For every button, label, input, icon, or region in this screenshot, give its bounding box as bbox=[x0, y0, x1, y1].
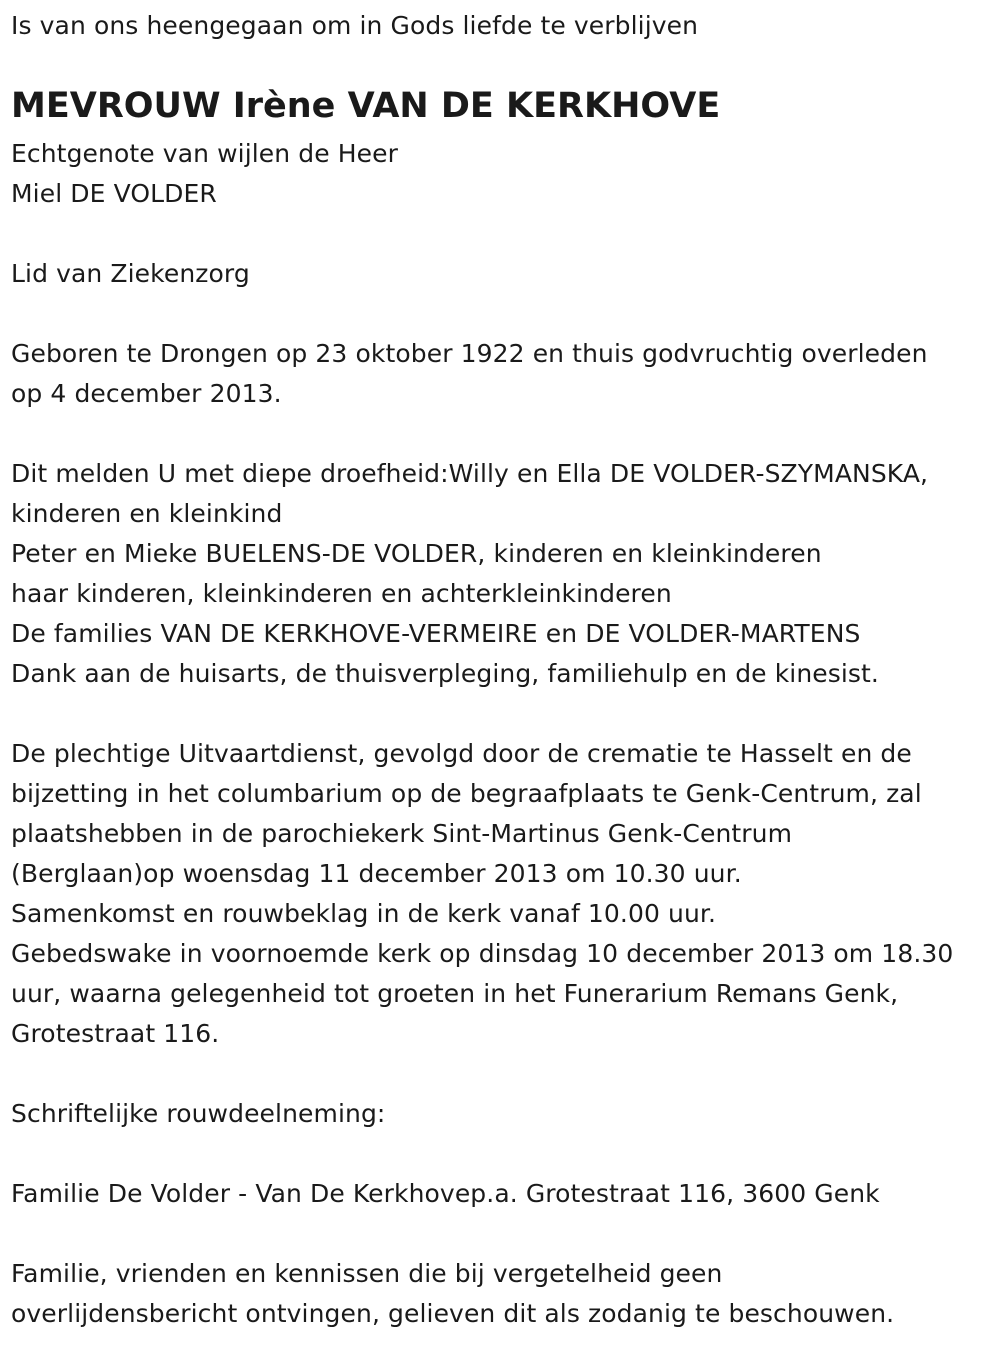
service-line: (Berglaan)op woensdag 11 december 2013 om 10.30 uur. bbox=[11, 859, 742, 888]
closing-line: overlijdensbericht ontvingen, gelieven dit als zodanig te beschouwen. bbox=[11, 1299, 895, 1328]
mourners-line: Peter en Mieke BUELENS-DE VOLDER, kinderen en kleinkinderen bbox=[11, 539, 822, 568]
service-line: plaatshebben in de parochiekerk Sint-Martinus Genk-Centrum bbox=[11, 819, 793, 848]
birth-death-line: Geboren te Drongen op 23 oktober 1922 en thuis godvruchtig overleden bbox=[11, 339, 928, 368]
condolence-heading: Schriftelijke rouwdeelneming: bbox=[11, 1099, 386, 1128]
service-line: Gebedswake in voornoemde kerk op dinsdag 10 december 2013 om 18.30 bbox=[11, 939, 954, 968]
mourners-line: haar kinderen, kleinkinderen en achterkleinkinderen bbox=[11, 579, 672, 608]
spouse-name: Miel DE VOLDER bbox=[11, 179, 217, 208]
service-line: uur, waarna gelegenheid tot groeten in het Funerarium Remans Genk, bbox=[11, 979, 899, 1008]
membership-text: Lid van Ziekenzorg bbox=[11, 259, 250, 288]
mourners-line: De families VAN DE KERKHOVE-VERMEIRE en DE VOLDER-MARTENS bbox=[11, 619, 861, 648]
intro-text: Is van ons heengegaan om in Gods liefde te verblijven bbox=[11, 11, 699, 40]
closing-line: Familie, vrienden en kennissen die bij vergetelheid geen bbox=[11, 1259, 723, 1288]
deceased-name: MEVROUW Irène VAN DE KERKHOVE bbox=[11, 86, 721, 126]
service-line: Samenkomst en rouwbeklag in de kerk vanaf 10.00 uur. bbox=[11, 899, 717, 928]
mourners-line: kinderen en kleinkind bbox=[11, 499, 283, 528]
service-line: De plechtige Uitvaartdienst, gevolgd door de crematie te Hasselt en de bbox=[11, 739, 912, 768]
mourners-line: Dit melden U met diepe droefheid:Willy en Ella DE VOLDER-SZYMANSKA, bbox=[11, 459, 929, 488]
spouse-line: Echtgenote van wijlen de Heer bbox=[11, 139, 399, 168]
condolence-address: Familie De Volder - Van De Kerkhovep.a. Grotestraat 116, 3600 Genk bbox=[11, 1179, 880, 1208]
birth-death-line: op 4 december 2013. bbox=[11, 379, 282, 408]
service-line: bijzetting in het columbarium op de begraafplaats te Genk-Centrum, zal bbox=[11, 779, 922, 808]
service-line: Grotestraat 116. bbox=[11, 1019, 220, 1048]
thanks-line: Dank aan de huisarts, de thuisverpleging, familiehulp en de kinesist. bbox=[11, 659, 879, 688]
